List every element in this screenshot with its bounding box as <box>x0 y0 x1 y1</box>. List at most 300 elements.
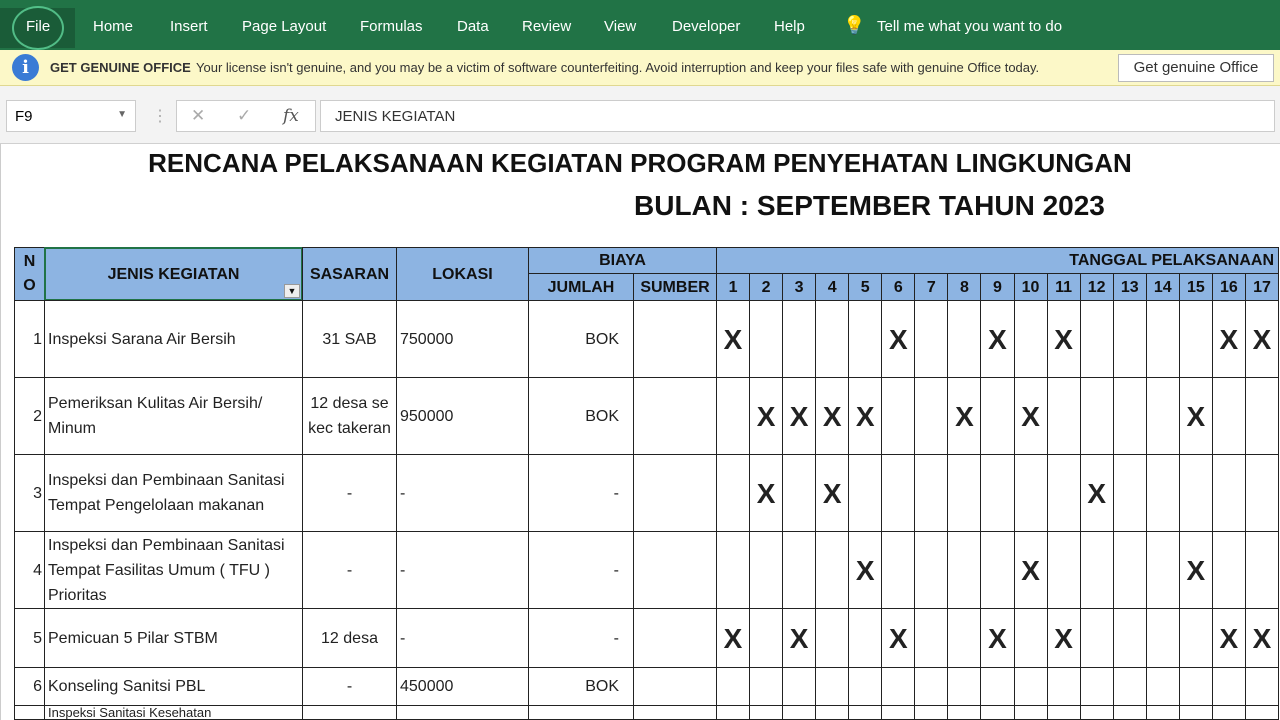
cell-day[interactable] <box>1179 705 1213 720</box>
fx-icon[interactable]: fx <box>283 106 299 126</box>
cell-day-mark[interactable] <box>1014 531 1048 609</box>
cell-day-mark[interactable] <box>1014 377 1048 455</box>
cell-day[interactable] <box>815 300 849 378</box>
cell-day-mark-text: X <box>855 400 875 432</box>
cell-day[interactable] <box>1047 667 1081 706</box>
cell-day[interactable] <box>1080 531 1114 609</box>
lightbulb-icon: 💡 <box>843 15 866 35</box>
cell-lokasi-text: 950000 <box>400 407 454 425</box>
cell-day[interactable] <box>749 300 783 378</box>
header-day[interactable] <box>1113 273 1147 301</box>
cell-day[interactable] <box>1047 705 1081 720</box>
cell-day-mark[interactable] <box>1179 531 1213 609</box>
cell-no-text: 2 <box>33 407 42 425</box>
cell-day[interactable] <box>749 705 783 720</box>
cell-day-mark-text: X <box>1219 323 1239 355</box>
cell-day[interactable] <box>881 531 915 609</box>
cell-day[interactable] <box>749 608 783 668</box>
cell-jumlah[interactable] <box>528 667 634 706</box>
cell-jenis[interactable] <box>44 705 303 720</box>
cell-day[interactable] <box>914 705 948 720</box>
cell-jumlah[interactable] <box>528 705 634 720</box>
cell-day-mark[interactable] <box>749 454 783 532</box>
cell-day[interactable] <box>848 705 882 720</box>
grip-icon: ⋮ <box>152 108 168 125</box>
header-day[interactable] <box>914 273 948 301</box>
cell-lokasi[interactable] <box>396 705 529 720</box>
tab-formulas[interactable]: Formulas <box>360 18 423 35</box>
header-sasaran-text: SASARAN <box>309 265 390 283</box>
cell-sumber[interactable] <box>633 454 717 532</box>
cell-day-mark[interactable] <box>980 300 1014 378</box>
cell-day-mark-text: X <box>1087 477 1106 509</box>
cell-day-mark-text: X <box>1186 400 1206 432</box>
cell-lokasi-text: - <box>400 561 406 579</box>
cell-day[interactable] <box>716 531 750 609</box>
header-day-text: 2 <box>761 278 771 296</box>
cell-day-mark[interactable] <box>980 608 1014 668</box>
sheet-subtitle: BULAN : SEPTEMBER TAHUN 2023 <box>634 190 1105 221</box>
cell-day[interactable] <box>1014 300 1048 378</box>
header-day[interactable] <box>1014 273 1048 301</box>
license-banner <box>0 50 1280 86</box>
cell-day[interactable] <box>1113 667 1147 706</box>
cell-lokasi[interactable] <box>396 300 529 378</box>
cell-day-mark[interactable] <box>1047 608 1081 668</box>
cell-sumber[interactable] <box>633 377 717 455</box>
tell-me-search[interactable]: Tell me what you want to do <box>877 18 1063 35</box>
cell-lokasi-text: 750000 <box>400 330 454 348</box>
cell-day[interactable] <box>1212 705 1246 720</box>
cell-jumlah-text: - <box>613 561 619 579</box>
cell-day[interactable] <box>848 454 882 532</box>
header-tanggal[interactable] <box>716 247 1279 274</box>
cell-jumlah[interactable] <box>528 531 634 609</box>
header-day-text: 8 <box>959 278 969 296</box>
cell-day-mark[interactable] <box>782 377 816 455</box>
cell-day[interactable] <box>1212 531 1246 609</box>
header-sumber-text: SUMBER <box>640 278 710 296</box>
cell-day[interactable] <box>881 705 915 720</box>
cell-day[interactable] <box>1245 377 1279 455</box>
cell-day[interactable] <box>1179 454 1213 532</box>
cell-day[interactable] <box>947 608 981 668</box>
cell-day-mark-text: X <box>723 323 743 355</box>
header-day[interactable] <box>1179 273 1213 301</box>
filter-icon[interactable]: ▼ <box>284 284 300 298</box>
get-genuine-label: Get genuine Office <box>1133 59 1259 76</box>
cell-day[interactable] <box>1245 454 1279 532</box>
cell-day-mark-text: X <box>756 477 776 509</box>
header-day[interactable] <box>815 273 849 301</box>
cell-sumber[interactable] <box>633 531 717 609</box>
cell-jumlah-text: BOK <box>585 407 619 425</box>
cell-day-mark[interactable] <box>881 300 915 378</box>
cell-jenis[interactable] <box>44 377 303 455</box>
cell-sasaran[interactable] <box>302 531 397 609</box>
cell-day[interactable] <box>1080 608 1114 668</box>
cell-jenis[interactable] <box>44 608 303 668</box>
cell-day[interactable] <box>1245 531 1279 609</box>
header-no-text: N O <box>23 253 36 294</box>
cell-day[interactable] <box>1212 667 1246 706</box>
cell-jenis-text: Inspeksi Sanitasi Kesehatan <box>48 705 212 720</box>
cell-day[interactable] <box>815 608 849 668</box>
header-day[interactable] <box>1245 273 1279 301</box>
cell-day[interactable] <box>881 377 915 455</box>
cell-day[interactable] <box>716 667 750 706</box>
cell-jumlah[interactable] <box>528 377 634 455</box>
cell-day[interactable] <box>1212 454 1246 532</box>
header-day-text: 11 <box>1055 278 1073 296</box>
cell-day-mark[interactable] <box>1047 300 1081 378</box>
cell-lokasi-text: - <box>400 629 406 647</box>
ribbon <box>0 0 1280 54</box>
cell-day-mark-text: X <box>789 400 809 432</box>
header-day-text: 15 <box>1186 278 1205 296</box>
cell-day-mark-text: X <box>1252 622 1272 654</box>
cell-jumlah[interactable] <box>528 454 634 532</box>
cell-day-mark-text: X <box>1252 323 1272 355</box>
cell-day-mark[interactable] <box>1212 300 1246 378</box>
cell-lokasi[interactable] <box>396 377 529 455</box>
tab-page-layout[interactable]: Page Layout <box>242 18 327 35</box>
cell-day-mark[interactable] <box>1179 377 1213 455</box>
cell-jenis[interactable] <box>44 300 303 378</box>
cell-jenis-text: Inspeksi Sarana Air Bersih <box>48 330 236 348</box>
header-day[interactable] <box>1047 273 1081 301</box>
cell-day[interactable] <box>947 667 981 706</box>
cell-day[interactable] <box>1179 300 1213 378</box>
cell-day-mark[interactable] <box>1245 300 1279 378</box>
formula-input[interactable]: JENIS KEGIATAN <box>320 100 1275 132</box>
cell-day-mark-text: X <box>1021 554 1040 586</box>
header-lokasi-text: LOKASI <box>432 265 493 283</box>
header-sumber[interactable] <box>633 273 717 301</box>
cell-day[interactable] <box>749 667 783 706</box>
name-box[interactable] <box>6 100 136 132</box>
cell-day-mark-text: X <box>756 400 776 432</box>
header-day[interactable] <box>1146 273 1180 301</box>
sheet-title: RENCANA PELAKSANAAN KEGIATAN PROGRAM PENYEHATAN LINGKUNGAN <box>148 148 1132 178</box>
cell-day[interactable] <box>980 667 1014 706</box>
cell-day[interactable] <box>848 608 882 668</box>
header-day-text: 10 <box>1021 278 1040 296</box>
cell-day[interactable] <box>980 377 1014 455</box>
cell-no-text: 1 <box>33 330 42 348</box>
cell-day-mark-text: X <box>855 554 875 586</box>
cell-lokasi-text: - <box>400 484 406 502</box>
cell-day-mark[interactable] <box>815 377 849 455</box>
cell-day-mark-text: X <box>1054 622 1073 654</box>
cell-day-mark[interactable] <box>881 608 915 668</box>
cell-day[interactable] <box>749 531 783 609</box>
cell-sasaran-text: 31 SAB <box>322 330 377 348</box>
header-day[interactable] <box>782 273 816 301</box>
cell-sumber[interactable] <box>633 608 717 668</box>
cell-day[interactable] <box>914 300 948 378</box>
cell-lokasi[interactable] <box>396 454 529 532</box>
header-day[interactable] <box>881 273 915 301</box>
header-sasaran[interactable] <box>302 247 397 301</box>
header-biaya[interactable] <box>528 247 717 274</box>
cell-day-mark-text: X <box>822 400 842 432</box>
cell-sasaran-text: 12 desa se kec takeran <box>308 395 391 437</box>
header-day[interactable] <box>848 273 882 301</box>
tab-home[interactable]: Home <box>93 18 134 35</box>
cell-day[interactable] <box>1146 377 1180 455</box>
name-box-value: F9 <box>15 108 33 125</box>
cell-day[interactable] <box>1146 667 1180 706</box>
cell-day-mark-text: X <box>888 622 908 654</box>
cell-day[interactable] <box>1113 705 1147 720</box>
cell-day[interactable] <box>1014 667 1048 706</box>
cell-jumlah-text: - <box>613 484 619 502</box>
cell-sasaran[interactable] <box>302 705 397 720</box>
cell-day-mark[interactable] <box>1245 608 1279 668</box>
cell-day-mark[interactable] <box>749 377 783 455</box>
cell-jenis-text: Konseling Sanitsi PBL <box>48 678 206 695</box>
cell-sasaran-text: - <box>346 484 353 502</box>
cell-lokasi-text: 450000 <box>400 678 454 695</box>
check-icon[interactable]: ✓ <box>237 106 252 125</box>
cell-no-text: 6 <box>33 678 42 695</box>
info-icon: i <box>12 54 39 81</box>
cell-day[interactable] <box>1146 300 1180 378</box>
tab-developer[interactable]: Developer <box>672 18 741 35</box>
cell-day-mark-text: X <box>1021 400 1040 432</box>
cell-no[interactable] <box>14 705 45 720</box>
cell-jumlah-text: - <box>613 629 619 647</box>
cell-no[interactable] <box>14 377 45 455</box>
cell-day[interactable] <box>848 300 882 378</box>
cell-sumber[interactable] <box>633 300 717 378</box>
cell-day[interactable] <box>947 300 981 378</box>
banner-message: Your license isn't genuine, and you may be a victim of software counterfeiting. Avoid interruption and keep your files safe with genuine Office today. <box>196 60 1040 75</box>
cell-day[interactable] <box>1014 454 1048 532</box>
cell-no[interactable] <box>14 531 45 609</box>
cell-lokasi[interactable] <box>396 667 529 706</box>
cell-day-mark[interactable] <box>1212 608 1246 668</box>
formula-bar <box>0 86 1280 144</box>
tab-review[interactable]: Review <box>522 18 572 35</box>
cell-sasaran-text: - <box>346 678 353 695</box>
header-day[interactable] <box>749 273 783 301</box>
cell-day[interactable] <box>815 705 849 720</box>
cell-no[interactable] <box>14 667 45 706</box>
cell-day[interactable] <box>1080 667 1114 706</box>
get-genuine-button[interactable] <box>1118 54 1274 82</box>
cell-day[interactable] <box>1245 667 1279 706</box>
chevron-down-icon[interactable]: ▼ <box>117 109 127 120</box>
cell-day[interactable] <box>914 454 948 532</box>
header-day-text: 7 <box>926 278 936 296</box>
cell-sasaran[interactable] <box>302 454 397 532</box>
cell-no-text: 5 <box>33 629 42 647</box>
cell-day-mark-text: X <box>789 622 809 654</box>
cell-day-mark[interactable] <box>782 608 816 668</box>
header-tanggal-text: TANGGAL PELAKSANAAN <box>1069 252 1274 269</box>
cell-jenis[interactable] <box>44 531 303 609</box>
header-jenis-kegiatan-text: JENIS KEGIATAN <box>107 265 240 283</box>
cell-sasaran[interactable] <box>302 667 397 706</box>
header-day-text: 4 <box>827 278 837 296</box>
cell-day[interactable] <box>815 667 849 706</box>
cell-jumlah-text: BOK <box>585 330 619 348</box>
cell-day[interactable] <box>1113 300 1147 378</box>
cell-day[interactable] <box>1146 531 1180 609</box>
cell-day[interactable] <box>1113 377 1147 455</box>
cell-jumlah[interactable] <box>528 608 634 668</box>
header-jumlah-text: JUMLAH <box>547 278 615 296</box>
cell-day[interactable] <box>1080 705 1114 720</box>
cell-day[interactable] <box>1113 531 1147 609</box>
cell-sasaran-text: - <box>346 561 353 579</box>
cell-sasaran-text: 12 desa <box>321 629 378 647</box>
cell-day-mark[interactable] <box>848 531 882 609</box>
cell-jenis-text: Inspeksi dan Pembinaan Sanitasi Tempat Fasilitas Umum ( TFU ) Prioritas <box>48 536 285 604</box>
cell-no-text: 4 <box>33 561 42 579</box>
cell-sumber[interactable] <box>633 705 717 720</box>
cell-sasaran[interactable] <box>302 300 397 378</box>
cell-day[interactable] <box>1014 705 1048 720</box>
header-day[interactable] <box>947 273 981 301</box>
cell-no[interactable] <box>14 300 45 378</box>
cell-day[interactable] <box>881 667 915 706</box>
header-no[interactable] <box>14 247 45 301</box>
cell-no[interactable] <box>14 608 45 668</box>
cell-day[interactable] <box>980 531 1014 609</box>
cell-day-mark-text: X <box>822 477 842 509</box>
header-lokasi[interactable] <box>396 247 529 301</box>
cell-day[interactable] <box>914 667 948 706</box>
cell-day-mark-text: X <box>723 622 743 654</box>
tab-insert[interactable]: Insert <box>170 18 208 35</box>
cell-lokasi[interactable] <box>396 608 529 668</box>
cell-day[interactable] <box>947 454 981 532</box>
cell-day[interactable] <box>914 531 948 609</box>
cell-day[interactable] <box>947 531 981 609</box>
tab-file[interactable]: File <box>26 18 51 35</box>
cell-day-mark-text: X <box>955 400 974 432</box>
tab-view[interactable]: View <box>604 18 637 35</box>
cell-day[interactable] <box>1179 667 1213 706</box>
worksheet <box>0 144 1280 720</box>
header-jumlah[interactable] <box>528 273 634 301</box>
cell-day[interactable] <box>1080 300 1114 378</box>
header-day-text: 12 <box>1087 278 1106 296</box>
cell-day[interactable] <box>1047 377 1081 455</box>
cell-jenis[interactable] <box>44 667 303 706</box>
header-day[interactable] <box>1080 273 1114 301</box>
header-day[interactable] <box>980 273 1014 301</box>
cell-sumber[interactable] <box>633 667 717 706</box>
formula-buttons <box>176 100 316 132</box>
tab-data[interactable]: Data <box>457 18 489 35</box>
header-day-text: 13 <box>1120 278 1139 296</box>
cell-day-mark[interactable] <box>716 300 750 378</box>
header-day-text: 14 <box>1153 278 1172 296</box>
cell-day[interactable] <box>1080 377 1114 455</box>
cell-day-mark[interactable] <box>1080 454 1114 532</box>
cell-day[interactable] <box>1014 608 1048 668</box>
cell-day[interactable] <box>1047 454 1081 532</box>
cell-day[interactable] <box>1146 608 1180 668</box>
cell-day[interactable] <box>1113 454 1147 532</box>
cell-day-mark[interactable] <box>848 377 882 455</box>
cell-jenis-text: Pemicuan 5 Pilar STBM <box>48 629 218 647</box>
cell-no-text: 3 <box>33 484 42 502</box>
header-jenis-kegiatan[interactable] <box>44 247 303 301</box>
cell-jenis-text: Pemeriksan Kulitas Air Bersih/ Minum <box>48 395 263 437</box>
cell-day[interactable] <box>1146 705 1180 720</box>
cell-sasaran[interactable] <box>302 608 397 668</box>
cell-day[interactable] <box>947 705 981 720</box>
cancel-icon[interactable]: ✕ <box>191 106 206 125</box>
cell-day[interactable] <box>914 377 948 455</box>
cell-day[interactable] <box>782 454 816 532</box>
cell-day[interactable] <box>782 300 816 378</box>
cell-day[interactable] <box>1212 377 1246 455</box>
cell-day[interactable] <box>914 608 948 668</box>
cell-no[interactable] <box>14 454 45 532</box>
header-day-text: 17 <box>1253 278 1271 296</box>
cell-day[interactable] <box>782 667 816 706</box>
cell-sasaran[interactable] <box>302 377 397 455</box>
tab-help[interactable]: Help <box>774 18 805 35</box>
cell-day-mark[interactable] <box>815 454 849 532</box>
cell-day[interactable] <box>782 531 816 609</box>
header-day-text: 5 <box>860 278 870 296</box>
cell-day-mark-text: X <box>988 323 1007 355</box>
header-day[interactable] <box>1212 273 1246 301</box>
cell-day[interactable] <box>1245 705 1279 720</box>
cell-lokasi[interactable] <box>396 531 529 609</box>
cell-day[interactable] <box>815 531 849 609</box>
header-biaya-text: BIAYA <box>599 252 646 269</box>
cell-jenis[interactable] <box>44 454 303 532</box>
sheet-edge <box>0 144 1 720</box>
cell-day[interactable] <box>881 454 915 532</box>
cell-day[interactable] <box>980 454 1014 532</box>
cell-day-mark-text: X <box>1186 554 1206 586</box>
cell-day-mark-text: X <box>888 323 908 355</box>
cell-day-mark[interactable] <box>947 377 981 455</box>
cell-day[interactable] <box>1179 608 1213 668</box>
cell-day[interactable] <box>782 705 816 720</box>
cell-day-mark-text: X <box>1054 323 1073 355</box>
cell-day[interactable] <box>1047 531 1081 609</box>
cell-day[interactable] <box>848 667 882 706</box>
header-day-text: 6 <box>893 278 903 296</box>
banner-title: GET GENUINE OFFICE <box>50 60 191 75</box>
cell-day[interactable] <box>716 377 750 455</box>
cell-day[interactable] <box>1113 608 1147 668</box>
cell-day-mark[interactable] <box>716 608 750 668</box>
cell-jumlah-text: BOK <box>585 678 619 695</box>
header-day-text: 9 <box>993 278 1002 296</box>
header-day-text: 16 <box>1220 278 1238 296</box>
cell-jumlah[interactable] <box>528 300 634 378</box>
cell-day[interactable] <box>1146 454 1180 532</box>
cell-day[interactable] <box>980 705 1014 720</box>
cell-day[interactable] <box>716 705 750 720</box>
header-day-text: 3 <box>794 278 804 296</box>
cell-day-mark-text: X <box>1219 622 1239 654</box>
header-day[interactable] <box>716 273 750 301</box>
cell-jenis-text: Inspeksi dan Pembinaan Sanitasi Tempat Pengelolaan makanan <box>48 472 285 514</box>
cell-day[interactable] <box>716 454 750 532</box>
